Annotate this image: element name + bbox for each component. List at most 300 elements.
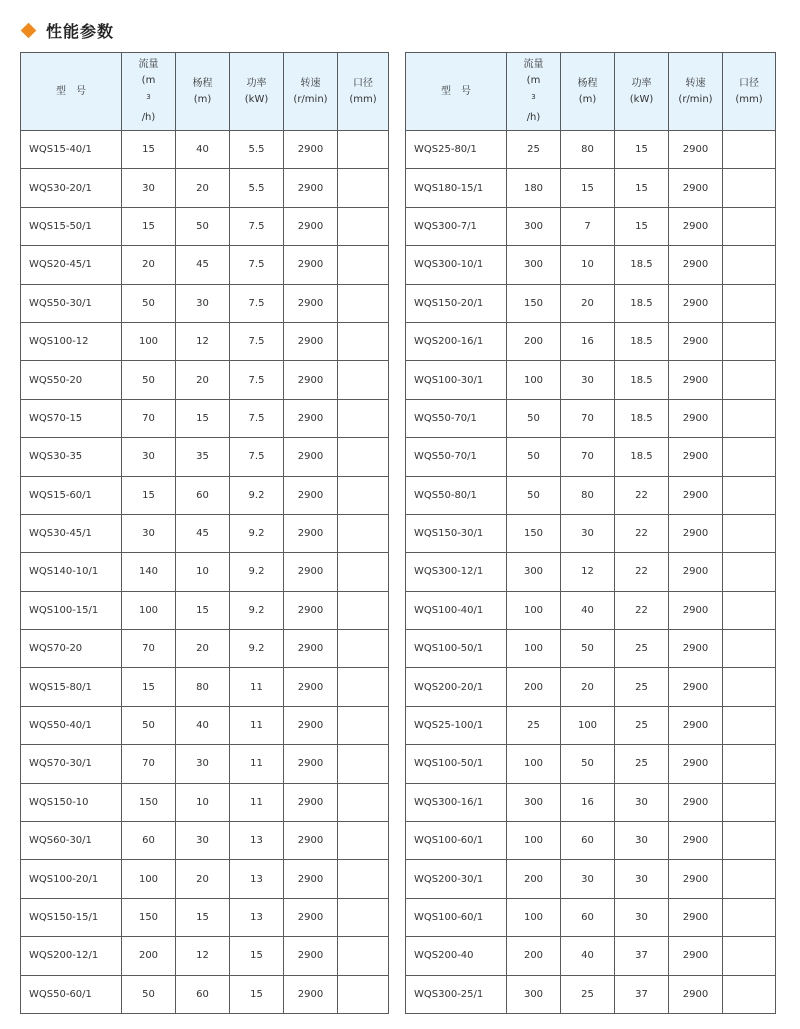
table-row (21, 591, 389, 629)
cell-caliber (338, 975, 389, 1013)
cell-head: 35 (176, 438, 230, 476)
cell-flow: 60 (122, 822, 176, 860)
cell-model: WQS25-80/1 (406, 131, 507, 169)
cell-model: WQS150-20/1 (406, 284, 507, 322)
cell-head: 60 (176, 975, 230, 1013)
cell-caliber (338, 246, 389, 284)
cell-flow: 25 (507, 131, 561, 169)
cell-head: 16 (561, 783, 615, 821)
cell-speed: 2900 (669, 783, 723, 821)
cell-flow: 150 (507, 514, 561, 552)
cell-power: 7.5 (230, 399, 284, 437)
cell-head: 40 (561, 591, 615, 629)
cell-head: 12 (561, 553, 615, 591)
cell-head: 10 (561, 246, 615, 284)
cell-model: WQS300-12/1 (406, 553, 507, 591)
cell-flow: 100 (507, 361, 561, 399)
cell-speed: 2900 (284, 706, 338, 744)
cell-flow: 50 (122, 975, 176, 1013)
table-row (406, 745, 776, 783)
cell-caliber (338, 322, 389, 360)
cell-power: 15 (230, 975, 284, 1013)
cell-flow: 15 (122, 207, 176, 245)
cell-speed: 2900 (284, 668, 338, 706)
table-row (21, 898, 389, 936)
cell-caliber (338, 476, 389, 514)
cell-model: WQS15-40/1 (21, 131, 122, 169)
cell-caliber (338, 399, 389, 437)
table-row (406, 322, 776, 360)
cell-model: WQS200-40 (406, 937, 507, 975)
cell-model: WQS200-30/1 (406, 860, 507, 898)
cell-caliber (723, 553, 776, 591)
table-row (406, 898, 776, 936)
cell-head: 80 (176, 668, 230, 706)
cell-flow: 300 (507, 207, 561, 245)
cell-model: WQS100-50/1 (406, 630, 507, 668)
cell-speed: 2900 (284, 591, 338, 629)
cell-head: 60 (561, 822, 615, 860)
header-flow: 流量 (m $^3$ /h) (122, 53, 176, 131)
cell-power: 7.5 (230, 207, 284, 245)
table-row (21, 284, 389, 322)
cell-speed: 2900 (669, 514, 723, 552)
cell-power: 22 (615, 476, 669, 514)
cell-caliber (338, 131, 389, 169)
cell-head: 20 (561, 668, 615, 706)
cell-speed: 2900 (284, 438, 338, 476)
cell-speed: 2900 (669, 937, 723, 975)
cell-model: WQS150-30/1 (406, 514, 507, 552)
cell-power: 37 (615, 975, 669, 1013)
cell-caliber (338, 860, 389, 898)
cell-model: WQS150-10 (21, 783, 122, 821)
cell-power: 25 (615, 630, 669, 668)
cell-caliber (338, 668, 389, 706)
cell-flow: 200 (122, 937, 176, 975)
cell-power: 5.5 (230, 131, 284, 169)
cell-power: 18.5 (615, 361, 669, 399)
cell-caliber (723, 783, 776, 821)
header-flow: 流量 (m $^3$ /h) (507, 53, 561, 131)
cell-caliber (723, 207, 776, 245)
cell-head: 30 (561, 361, 615, 399)
table-row (406, 476, 776, 514)
cell-speed: 2900 (284, 630, 338, 668)
cell-speed: 2900 (284, 207, 338, 245)
cell-speed: 2900 (669, 361, 723, 399)
header-speed: 转速 (r/min) (669, 53, 723, 131)
header-caliber: 口径 (mm) (723, 53, 776, 131)
table-header-row (21, 53, 389, 131)
table-row (406, 937, 776, 975)
cell-caliber (338, 706, 389, 744)
cell-flow: 100 (122, 860, 176, 898)
cell-caliber (723, 361, 776, 399)
cell-flow: 300 (507, 783, 561, 821)
cell-caliber (723, 630, 776, 668)
cell-power: 9.2 (230, 630, 284, 668)
table-row (406, 975, 776, 1013)
cell-power: 13 (230, 822, 284, 860)
table-row (21, 476, 389, 514)
cell-speed: 2900 (284, 399, 338, 437)
cell-speed: 2900 (284, 284, 338, 322)
table-row (406, 246, 776, 284)
cell-speed: 2900 (669, 860, 723, 898)
cell-head: 60 (561, 898, 615, 936)
header-model: 型 号 (406, 53, 507, 131)
table-row (406, 706, 776, 744)
cell-power: 11 (230, 745, 284, 783)
cell-speed: 2900 (669, 284, 723, 322)
cell-speed: 2900 (284, 476, 338, 514)
cell-caliber (338, 630, 389, 668)
cell-power: 30 (615, 860, 669, 898)
cell-caliber (723, 284, 776, 322)
cell-head: 20 (176, 630, 230, 668)
cell-caliber (723, 975, 776, 1013)
cell-flow: 25 (507, 706, 561, 744)
spec-table-left-body (21, 131, 389, 1014)
cell-caliber (723, 399, 776, 437)
cell-model: WQS50-80/1 (406, 476, 507, 514)
cell-model: WQS20-45/1 (21, 246, 122, 284)
cell-flow: 50 (507, 476, 561, 514)
cell-head: 50 (561, 630, 615, 668)
cell-model: WQS300-7/1 (406, 207, 507, 245)
cell-flow: 180 (507, 169, 561, 207)
cell-head: 70 (561, 399, 615, 437)
cell-speed: 2900 (669, 438, 723, 476)
table-row (21, 246, 389, 284)
cell-speed: 2900 (669, 745, 723, 783)
cell-power: 25 (615, 706, 669, 744)
cell-caliber (723, 246, 776, 284)
cell-model: WQS50-60/1 (21, 975, 122, 1013)
cell-flow: 20 (122, 246, 176, 284)
header-power: 功率 (kW) (615, 53, 669, 131)
cell-speed: 2900 (284, 361, 338, 399)
cell-flow: 200 (507, 860, 561, 898)
cell-flow: 150 (122, 783, 176, 821)
table-row (406, 783, 776, 821)
cell-speed: 2900 (669, 898, 723, 936)
cell-head: 80 (561, 476, 615, 514)
cell-caliber (723, 860, 776, 898)
cell-model: WQS70-30/1 (21, 745, 122, 783)
cell-flow: 140 (122, 553, 176, 591)
cell-head: 30 (176, 284, 230, 322)
cell-caliber (338, 438, 389, 476)
cell-head: 50 (561, 745, 615, 783)
table-row (21, 207, 389, 245)
cell-speed: 2900 (284, 975, 338, 1013)
cell-head: 80 (561, 131, 615, 169)
section-title: 性能参数 (46, 21, 115, 41)
cell-speed: 2900 (284, 322, 338, 360)
cell-flow: 50 (507, 438, 561, 476)
cell-model: WQS100-60/1 (406, 898, 507, 936)
cell-model: WQS25-100/1 (406, 706, 507, 744)
cell-power: 15 (230, 937, 284, 975)
cell-model: WQS15-80/1 (21, 668, 122, 706)
cell-flow: 100 (507, 745, 561, 783)
cell-flow: 50 (122, 706, 176, 744)
cell-head: 45 (176, 514, 230, 552)
cell-caliber (723, 438, 776, 476)
cell-flow: 150 (122, 898, 176, 936)
cell-model: WQS70-20 (21, 630, 122, 668)
cell-head: 30 (561, 860, 615, 898)
cell-head: 15 (176, 898, 230, 936)
cell-model: WQS70-15 (21, 399, 122, 437)
cell-head: 16 (561, 322, 615, 360)
cell-head: 20 (176, 860, 230, 898)
cell-flow: 15 (122, 668, 176, 706)
table-row (21, 361, 389, 399)
cell-speed: 2900 (284, 553, 338, 591)
table-row (21, 860, 389, 898)
cell-flow: 100 (122, 322, 176, 360)
cell-head: 50 (176, 207, 230, 245)
cell-flow: 300 (507, 553, 561, 591)
cell-caliber (338, 361, 389, 399)
table-row (406, 438, 776, 476)
cell-power: 18.5 (615, 438, 669, 476)
cell-flow: 70 (122, 399, 176, 437)
cell-caliber (723, 514, 776, 552)
cell-head: 15 (176, 399, 230, 437)
table-row (406, 630, 776, 668)
cell-head: 60 (176, 476, 230, 514)
table-row (406, 284, 776, 322)
cell-head: 7 (561, 207, 615, 245)
cell-flow: 50 (507, 399, 561, 437)
cell-power: 11 (230, 706, 284, 744)
cell-head: 20 (176, 169, 230, 207)
cell-speed: 2900 (669, 822, 723, 860)
cell-head: 10 (176, 783, 230, 821)
cell-speed: 2900 (669, 207, 723, 245)
cell-flow: 100 (507, 822, 561, 860)
cell-head: 20 (561, 284, 615, 322)
cell-caliber (338, 553, 389, 591)
cell-head: 100 (561, 706, 615, 744)
cell-model: WQS50-20 (21, 361, 122, 399)
cell-power: 22 (615, 553, 669, 591)
cell-flow: 200 (507, 668, 561, 706)
table-row (406, 399, 776, 437)
cell-caliber (723, 822, 776, 860)
cell-flow: 100 (507, 591, 561, 629)
diamond-bullet-icon (21, 22, 37, 38)
table-row (406, 361, 776, 399)
cell-flow: 30 (122, 514, 176, 552)
table-row (21, 131, 389, 169)
cell-speed: 2900 (284, 745, 338, 783)
cell-power: 13 (230, 898, 284, 936)
cell-power: 18.5 (615, 399, 669, 437)
cell-speed: 2900 (284, 822, 338, 860)
table-row (21, 975, 389, 1013)
cell-power: 5.5 (230, 169, 284, 207)
table-row (406, 553, 776, 591)
table-row (406, 591, 776, 629)
cell-head: 20 (176, 361, 230, 399)
cell-model: WQS300-10/1 (406, 246, 507, 284)
cell-flow: 100 (122, 591, 176, 629)
cell-speed: 2900 (669, 246, 723, 284)
cell-speed: 2900 (284, 860, 338, 898)
header-power: 功率 (kW) (230, 53, 284, 131)
cell-power: 15 (615, 169, 669, 207)
cell-speed: 2900 (669, 591, 723, 629)
section-header (20, 17, 114, 43)
cell-model: WQS140-10/1 (21, 553, 122, 591)
cell-speed: 2900 (284, 514, 338, 552)
cell-caliber (723, 937, 776, 975)
table-row (21, 822, 389, 860)
cell-speed: 2900 (669, 322, 723, 360)
cell-flow: 300 (507, 975, 561, 1013)
cell-power: 9.2 (230, 514, 284, 552)
cell-model: WQS50-70/1 (406, 438, 507, 476)
header-caliber: 口径 (mm) (338, 53, 389, 131)
cell-model: WQS100-20/1 (21, 860, 122, 898)
cell-model: WQS100-40/1 (406, 591, 507, 629)
cell-caliber (723, 898, 776, 936)
cell-caliber (338, 207, 389, 245)
cell-head: 30 (176, 745, 230, 783)
cell-flow: 300 (507, 246, 561, 284)
cell-model: WQS100-60/1 (406, 822, 507, 860)
cell-power: 30 (615, 783, 669, 821)
cell-head: 70 (561, 438, 615, 476)
cell-speed: 2900 (669, 630, 723, 668)
cell-model: WQS180-15/1 (406, 169, 507, 207)
cell-caliber (338, 822, 389, 860)
cell-head: 40 (561, 937, 615, 975)
header-speed: 转速 (r/min) (284, 53, 338, 131)
cell-model: WQS100-12 (21, 322, 122, 360)
table-row (21, 630, 389, 668)
cell-power: 7.5 (230, 438, 284, 476)
spec-table-right-body (406, 131, 776, 1014)
header-head: 杨程 (m) (561, 53, 615, 131)
cell-caliber (723, 591, 776, 629)
cell-model: WQS100-15/1 (21, 591, 122, 629)
cell-model: WQS300-25/1 (406, 975, 507, 1013)
cell-model: WQS30-35 (21, 438, 122, 476)
cell-power: 11 (230, 668, 284, 706)
cell-flow: 15 (122, 131, 176, 169)
cell-model: WQS50-30/1 (21, 284, 122, 322)
cell-head: 30 (176, 822, 230, 860)
cell-model: WQS60-30/1 (21, 822, 122, 860)
table-row (21, 668, 389, 706)
cell-caliber (723, 745, 776, 783)
cell-model: WQS100-30/1 (406, 361, 507, 399)
cell-power: 18.5 (615, 284, 669, 322)
cell-speed: 2900 (669, 706, 723, 744)
cell-caliber (723, 476, 776, 514)
cell-caliber (338, 591, 389, 629)
cell-model: WQS150-15/1 (21, 898, 122, 936)
cell-power: 22 (615, 591, 669, 629)
cell-caliber (338, 783, 389, 821)
cell-model: WQS200-20/1 (406, 668, 507, 706)
cell-flow: 100 (507, 630, 561, 668)
cell-caliber (723, 322, 776, 360)
cell-head: 30 (561, 514, 615, 552)
cell-speed: 2900 (669, 399, 723, 437)
cell-model: WQS100-50/1 (406, 745, 507, 783)
cell-speed: 2900 (669, 476, 723, 514)
cell-speed: 2900 (669, 553, 723, 591)
cell-head: 12 (176, 322, 230, 360)
cell-power: 9.2 (230, 476, 284, 514)
spec-table-left (20, 52, 389, 1014)
cell-power: 11 (230, 783, 284, 821)
cell-speed: 2900 (284, 937, 338, 975)
cell-caliber (723, 706, 776, 744)
cell-power: 7.5 (230, 284, 284, 322)
table-row (21, 553, 389, 591)
cell-power: 30 (615, 822, 669, 860)
cell-head: 45 (176, 246, 230, 284)
cell-speed: 2900 (284, 246, 338, 284)
cell-power: 18.5 (615, 246, 669, 284)
table-row (406, 822, 776, 860)
cell-caliber (723, 131, 776, 169)
cell-head: 12 (176, 937, 230, 975)
cell-power: 18.5 (615, 322, 669, 360)
cell-head: 40 (176, 706, 230, 744)
table-row (406, 169, 776, 207)
cell-model: WQS200-16/1 (406, 322, 507, 360)
cell-power: 25 (615, 745, 669, 783)
cell-caliber (723, 668, 776, 706)
cell-flow: 100 (507, 898, 561, 936)
cell-speed: 2900 (669, 975, 723, 1013)
table-row (21, 514, 389, 552)
cell-flow: 200 (507, 322, 561, 360)
cell-head: 25 (561, 975, 615, 1013)
cell-power: 7.5 (230, 361, 284, 399)
cell-power: 15 (615, 207, 669, 245)
cell-model: WQS50-40/1 (21, 706, 122, 744)
cell-power: 7.5 (230, 246, 284, 284)
cell-flow: 70 (122, 630, 176, 668)
table-row (21, 937, 389, 975)
table-row (406, 668, 776, 706)
table-row (21, 399, 389, 437)
header-head: 杨程 (m) (176, 53, 230, 131)
cell-flow: 30 (122, 438, 176, 476)
cell-power: 9.2 (230, 553, 284, 591)
cell-power: 30 (615, 898, 669, 936)
cell-model: WQS300-16/1 (406, 783, 507, 821)
cell-model: WQS15-50/1 (21, 207, 122, 245)
cell-flow: 15 (122, 476, 176, 514)
cell-power: 9.2 (230, 591, 284, 629)
table-row (21, 745, 389, 783)
cell-caliber (338, 514, 389, 552)
cell-speed: 2900 (284, 131, 338, 169)
cell-flow: 200 (507, 937, 561, 975)
cell-flow: 50 (122, 284, 176, 322)
